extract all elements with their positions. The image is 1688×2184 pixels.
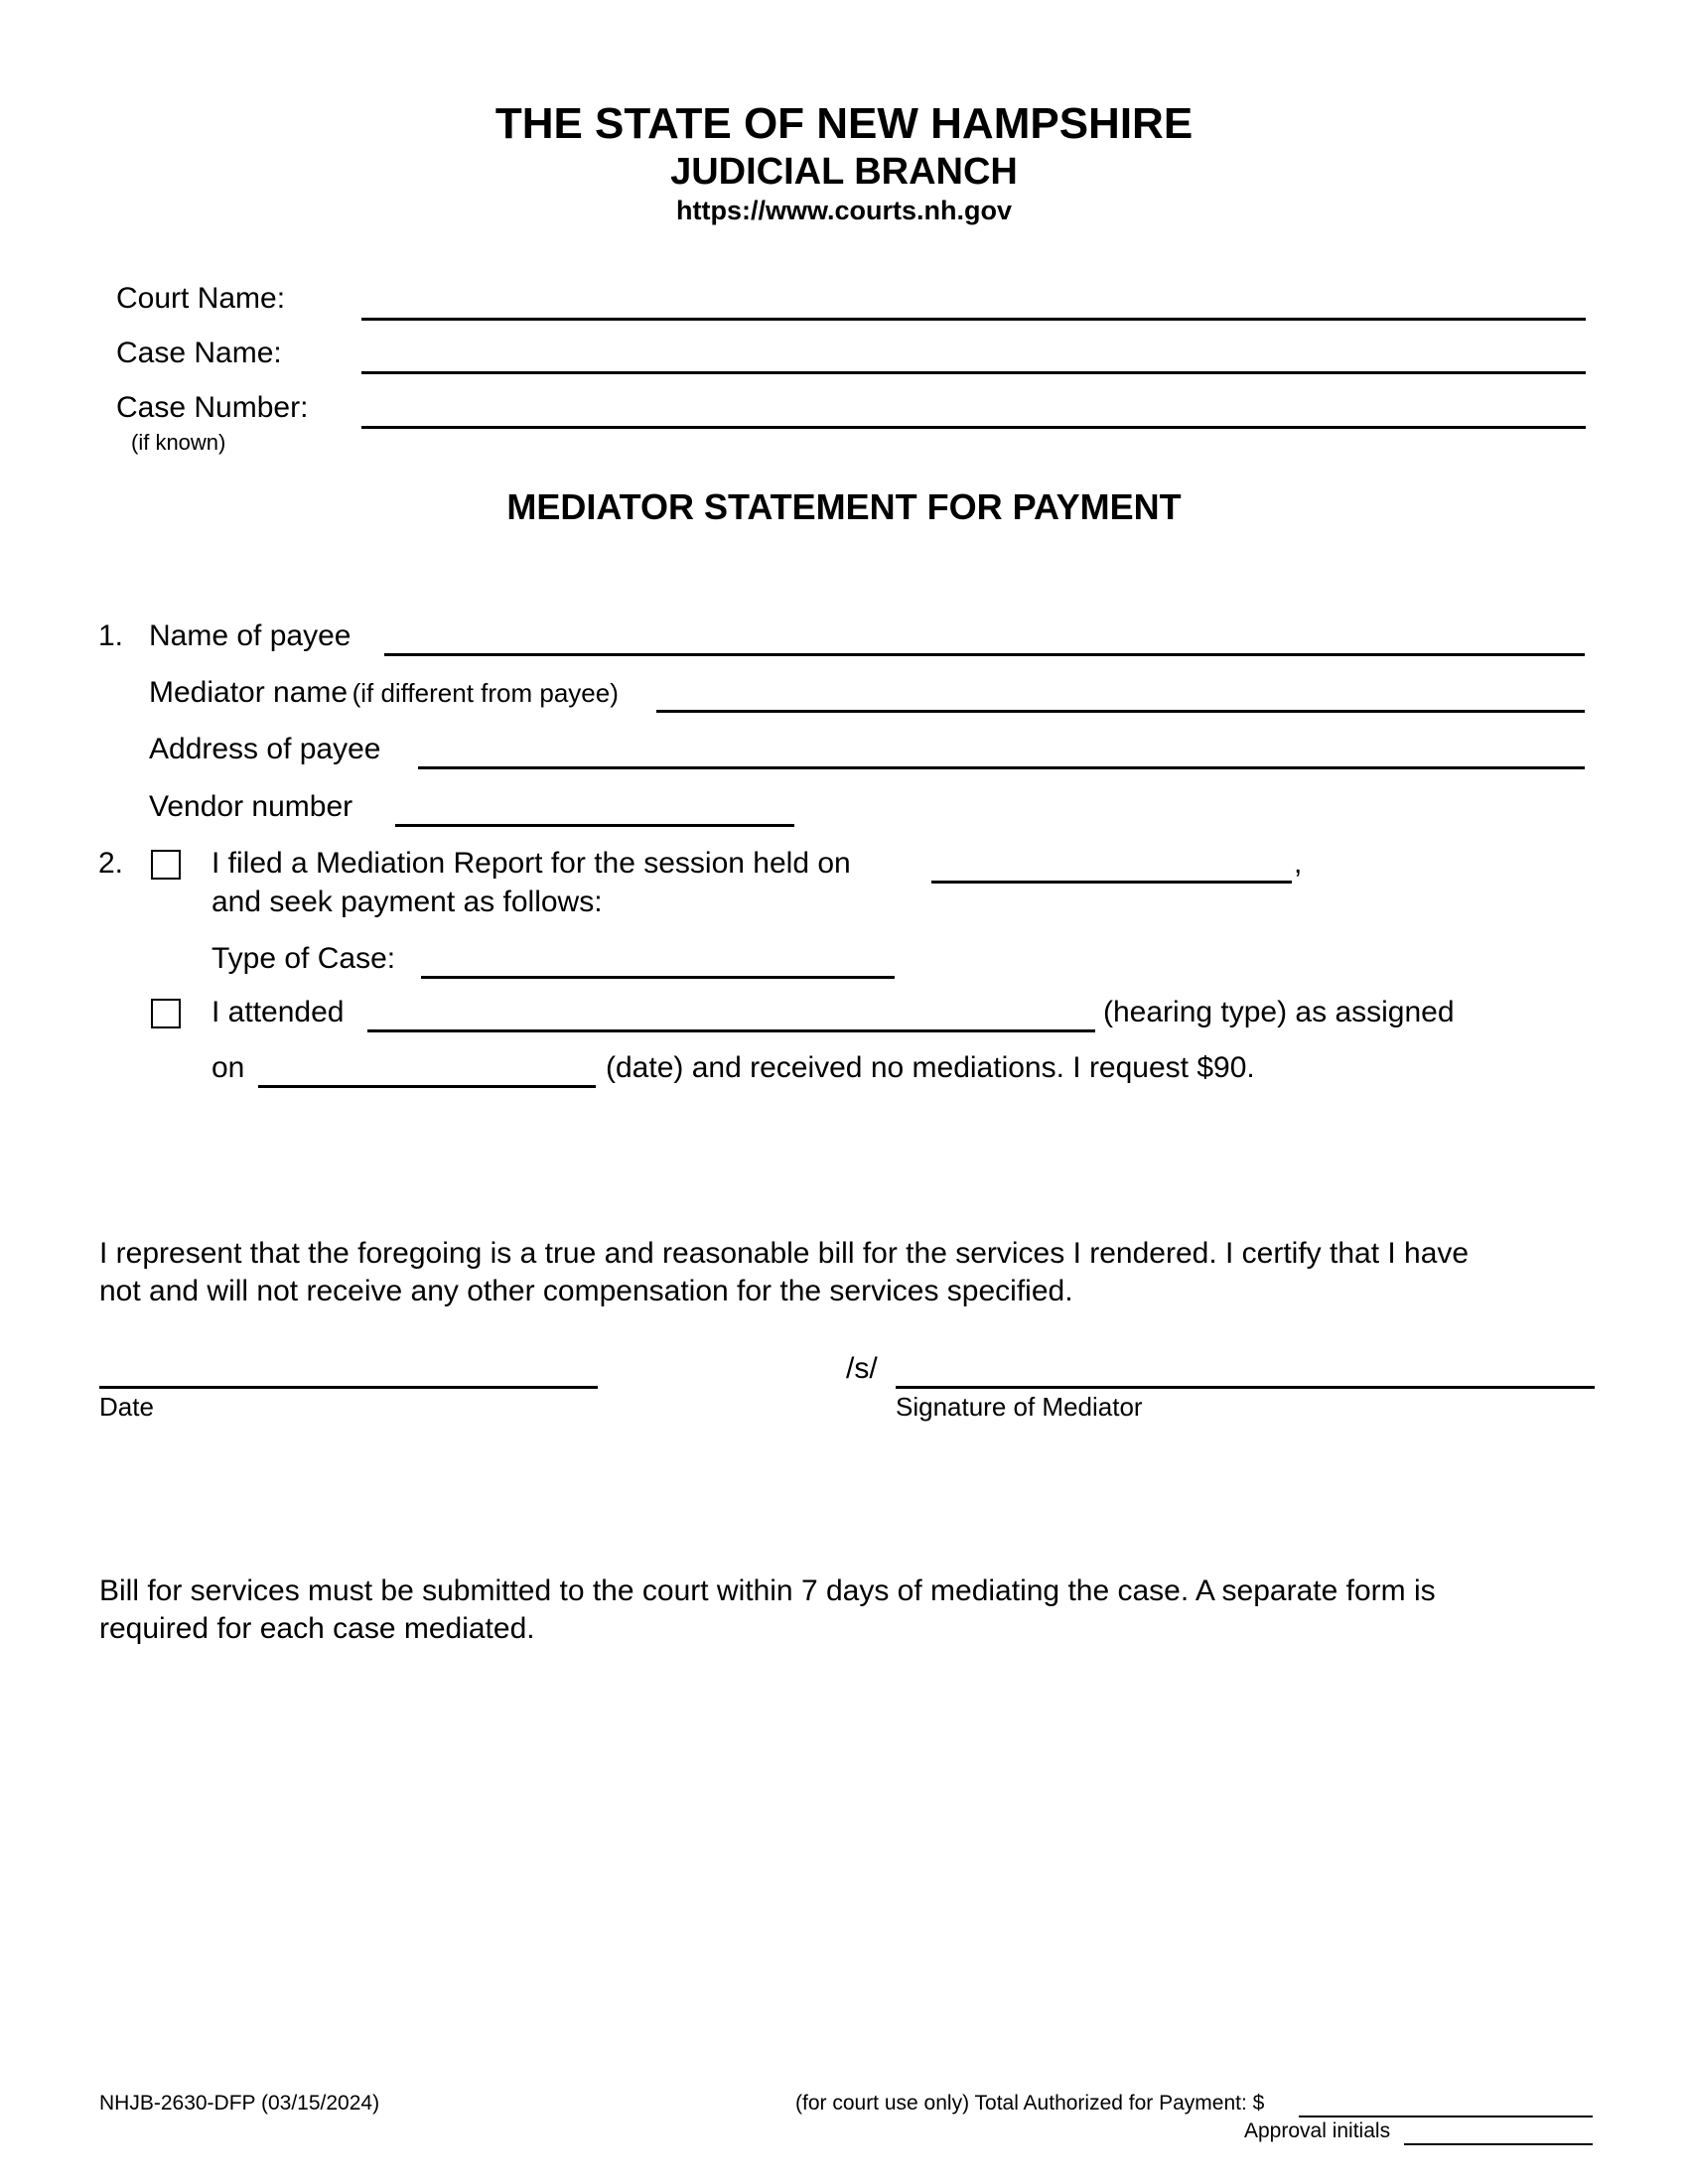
option1-comma: , [1294, 847, 1303, 880]
on-label: on [211, 1051, 245, 1084]
attended-checkbox[interactable] [151, 999, 181, 1028]
court-name-field[interactable] [361, 282, 1586, 321]
certification-line-2: not and will not receive any other compensation for the services specified. [99, 1275, 1073, 1307]
section1-number: 1. [98, 619, 124, 652]
attended-date-text: (date) and received no mediations. I request $90. [606, 1051, 1255, 1084]
address-label: Address of payee [149, 733, 381, 765]
type-of-case-label: Type of Case: [211, 942, 396, 975]
payee-label: Name of payee [149, 619, 352, 652]
state-heading: THE STATE OF NEW HAMPSHIRE [494, 99, 1194, 148]
approval-label: Approval initials [1244, 2119, 1391, 2142]
option2-text: I attended [211, 996, 345, 1028]
option1-continuation: and seek payment as follows: [211, 886, 603, 918]
case-number-note: (if known) [131, 430, 226, 455]
option1-text: I filed a Mediation Report for the session held on [211, 847, 851, 880]
form-id: NHJB-2630-DFP (03/15/2024) [99, 2092, 380, 2115]
total-authorized-field[interactable] [1299, 2092, 1593, 2117]
date-label: Date [99, 1392, 154, 1422]
mediator-label-group [149, 676, 619, 710]
hearing-type-field[interactable] [367, 994, 1095, 1032]
s-mark: /s/ [846, 1352, 878, 1385]
section2-number: 2. [98, 847, 124, 880]
case-number-label: Case Number: [116, 391, 309, 424]
court-url: https://www.courts.nh.gov [676, 196, 1012, 225]
court-use-label: (for court use only) Total Authorized for Payment: $ [795, 2092, 1265, 2115]
case-name-field[interactable] [361, 336, 1586, 374]
case-number-field[interactable] [361, 390, 1586, 429]
session-date-field[interactable] [931, 845, 1292, 884]
notice-line-1: Bill for services must be submitted to the court within 7 days of mediating the case. A separate form is [99, 1574, 1436, 1607]
mediator-label: Mediator name [149, 676, 349, 709]
branch-heading: JUDICIAL BRANCH [670, 151, 1018, 193]
mediation-report-checkbox[interactable] [151, 850, 181, 880]
mediator-signature-field[interactable] [896, 1350, 1595, 1389]
vendor-number-field[interactable] [395, 788, 794, 827]
attended-date-field[interactable] [258, 1049, 596, 1088]
signature-date-field[interactable] [99, 1350, 598, 1389]
case-name-label: Case Name: [116, 337, 282, 369]
certification-line-1: I represent that the foregoing is a true and reasonable bill for the services I rendered. I certify that I have [99, 1237, 1470, 1270]
court-name-label: Court Name: [116, 282, 286, 315]
form-title: MEDIATOR STATEMENT FOR PAYMENT [506, 486, 1182, 527]
payee-field[interactable] [384, 617, 1585, 656]
notice-line-2: required for each case mediated. [99, 1612, 535, 1645]
mediator-note: (if different from payee) [352, 678, 619, 708]
vendor-label: Vendor number [149, 790, 353, 823]
address-field[interactable] [418, 731, 1585, 769]
hearing-type-label: (hearing type) as assigned [1103, 996, 1455, 1028]
approval-initials-field[interactable] [1404, 2119, 1593, 2145]
mediator-name-field[interactable] [656, 674, 1585, 713]
signature-label: Signature of Mediator [896, 1392, 1143, 1422]
type-of-case-field[interactable] [421, 940, 895, 979]
